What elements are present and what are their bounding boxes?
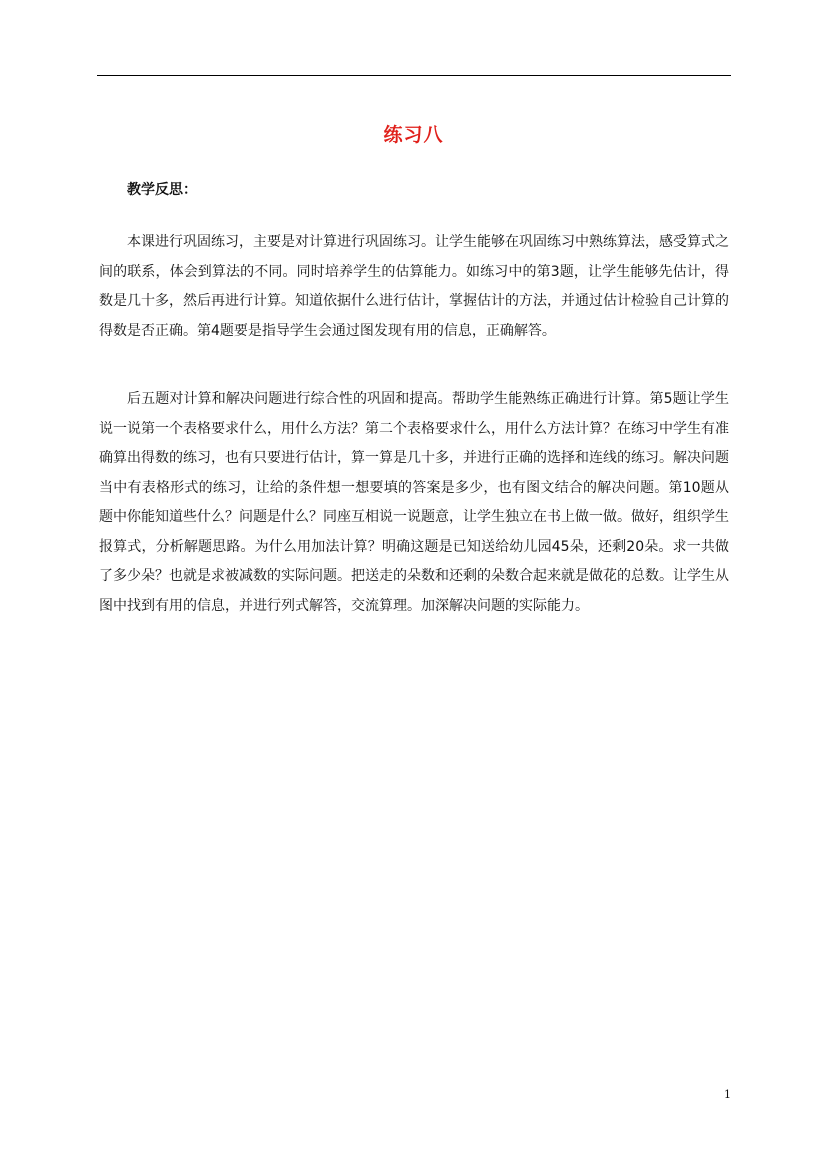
header-rule — [97, 75, 731, 76]
page-title: 练习八 — [383, 124, 444, 146]
section-label: 教学反思： — [127, 182, 197, 198]
page-number: 1 — [724, 1088, 731, 1101]
paragraph-1: 本课进行巩固练习，主要是对计算进行巩固练习。让学生能够在巩固练习中熟练算法，感受算式之间的联系，体会到算法的不同。同时培养学生的估算能力。如练习中的第3题，让学生能够先估计，得数是几十多，然后再进行计算。知道依据什么进行估计，掌握估计的方法，并通过估计检验自己计算的得数是否正确。第4题要是指导学生会通过图发现有用的信息，正确解答。 — [99, 234, 729, 339]
paragraph-2: 后五题对计算和解决问题进行综合性的巩固和提高。帮助学生能熟练正确进行计算。第5题让学生说一说第一个表格要求什么，用什么方法？第二个表格要求什么，用什么方法计算？在练习中学生有准确算出得数的练习，也有只要进行估计，算一算是几十多，并进行正确的选择和连线的练习。解决问题当中有表格形式的练习，让给的条件想一想要填的答案是多少，也有图文结合的解决问题。第10题从题中你能知道些什么？问题是什么？同座互相说一说题意，让学生独立在书上做一做。做好，组织学生报算式，分析解题思路。为什么用加法计算？明确这题是已知送给幼儿园45朵，还剩20朵。求一共做了多少朵？也就是求被减数的实际问题。把送走的朵数和还剩的朵数合起来就是做花的总数。让学生从图中找到有用的信息，并进行列式解答，交流算理。加深解决问题的实际能力。 — [99, 391, 729, 614]
